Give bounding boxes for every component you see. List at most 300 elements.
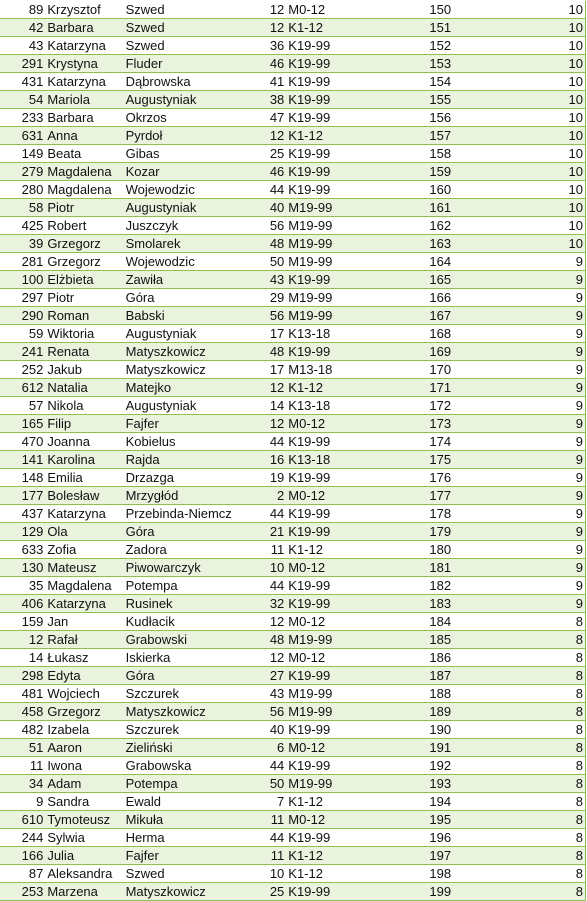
place-cell: 183: [383, 595, 453, 613]
points-cell: 10: [453, 199, 585, 217]
table-row: [0, 1, 586, 19]
place-cell: 176: [383, 469, 453, 487]
category-cell: K19-99: [286, 271, 383, 289]
category-cell: M0-12: [286, 613, 383, 631]
age-cell: 47: [262, 109, 287, 127]
age-cell: 2: [262, 487, 287, 505]
start-number-cell: 241: [0, 343, 45, 361]
place-cell: 195: [383, 811, 453, 829]
start-number-cell: 458: [0, 703, 45, 721]
last-name-cell: Babski: [124, 307, 262, 325]
place-cell: 185: [383, 631, 453, 649]
place-cell: 165: [383, 271, 453, 289]
points-cell: 10: [453, 163, 585, 181]
age-cell: 46: [262, 55, 287, 73]
points-cell: 9: [453, 379, 585, 397]
table-row: [0, 793, 586, 811]
first-name-cell: Magdalena: [45, 577, 123, 595]
category-cell: K1-12: [286, 19, 383, 37]
first-name-cell: Sandra: [45, 793, 123, 811]
place-cell: 159: [383, 163, 453, 181]
age-cell: 7: [262, 793, 287, 811]
category-cell: K19-99: [286, 469, 383, 487]
table-row: [0, 613, 586, 631]
last-name-cell: Matyszkowicz: [124, 343, 262, 361]
last-name-cell: Dąbrowska: [124, 73, 262, 91]
place-cell: 156: [383, 109, 453, 127]
first-name-cell: Magdalena: [45, 163, 123, 181]
last-name-cell: Kobielus: [124, 433, 262, 451]
points-cell: 10: [453, 37, 585, 55]
start-number-cell: 42: [0, 19, 45, 37]
table-row: [0, 109, 586, 127]
first-name-cell: Katarzyna: [45, 37, 123, 55]
start-number-cell: 165: [0, 415, 45, 433]
points-cell: 10: [453, 73, 585, 91]
points-cell: 8: [453, 883, 585, 901]
place-cell: 172: [383, 397, 453, 415]
first-name-cell: Robert: [45, 217, 123, 235]
points-cell: 10: [453, 217, 585, 235]
points-cell: 9: [453, 559, 585, 577]
place-cell: 188: [383, 685, 453, 703]
table-row: [0, 379, 586, 397]
start-number-cell: 87: [0, 865, 45, 883]
place-cell: 158: [383, 145, 453, 163]
age-cell: 56: [262, 703, 287, 721]
category-cell: K1-12: [286, 127, 383, 145]
place-cell: 194: [383, 793, 453, 811]
last-name-cell: Kozar: [124, 163, 262, 181]
table-row: [0, 595, 586, 613]
first-name-cell: Wojciech: [45, 685, 123, 703]
points-cell: 9: [453, 595, 585, 613]
start-number-cell: 59: [0, 325, 45, 343]
last-name-cell: Augustyniak: [124, 199, 262, 217]
last-name-cell: Iskierka: [124, 649, 262, 667]
points-cell: 9: [453, 541, 585, 559]
category-cell: M19-99: [286, 631, 383, 649]
age-cell: 50: [262, 253, 287, 271]
category-cell: K19-99: [286, 73, 383, 91]
table-row: [0, 163, 586, 181]
place-cell: 196: [383, 829, 453, 847]
points-cell: 8: [453, 667, 585, 685]
start-number-cell: 166: [0, 847, 45, 865]
age-cell: 12: [262, 649, 287, 667]
last-name-cell: Matyszkowicz: [124, 703, 262, 721]
place-cell: 199: [383, 883, 453, 901]
last-name-cell: Matyszkowicz: [124, 361, 262, 379]
points-cell: 8: [453, 757, 585, 775]
table-row: [0, 811, 586, 829]
table-row: [0, 631, 586, 649]
table-row: [0, 685, 586, 703]
last-name-cell: Gibas: [124, 145, 262, 163]
age-cell: 10: [262, 559, 287, 577]
category-cell: K1-12: [286, 847, 383, 865]
points-cell: 9: [453, 433, 585, 451]
first-name-cell: Mariola: [45, 91, 123, 109]
age-cell: 50: [262, 775, 287, 793]
first-name-cell: Emilia: [45, 469, 123, 487]
age-cell: 27: [262, 667, 287, 685]
last-name-cell: Fajfer: [124, 847, 262, 865]
category-cell: K19-99: [286, 37, 383, 55]
age-cell: 32: [262, 595, 287, 613]
table-row: [0, 703, 586, 721]
last-name-cell: Zawiła: [124, 271, 262, 289]
table-row: [0, 181, 586, 199]
start-number-cell: 252: [0, 361, 45, 379]
last-name-cell: Rusinek: [124, 595, 262, 613]
points-cell: 10: [453, 235, 585, 253]
place-cell: 160: [383, 181, 453, 199]
place-cell: 154: [383, 73, 453, 91]
place-cell: 180: [383, 541, 453, 559]
first-name-cell: Barbara: [45, 109, 123, 127]
last-name-cell: Piwowarczyk: [124, 559, 262, 577]
age-cell: 56: [262, 217, 287, 235]
first-name-cell: Mateusz: [45, 559, 123, 577]
age-cell: 43: [262, 271, 287, 289]
age-cell: 19: [262, 469, 287, 487]
last-name-cell: Góra: [124, 667, 262, 685]
category-cell: M0-12: [286, 415, 383, 433]
category-cell: K19-99: [286, 721, 383, 739]
start-number-cell: 35: [0, 577, 45, 595]
table-row: [0, 289, 586, 307]
table-row: [0, 325, 586, 343]
age-cell: 56: [262, 307, 287, 325]
table-row: [0, 775, 586, 793]
place-cell: 171: [383, 379, 453, 397]
first-name-cell: Jakub: [45, 361, 123, 379]
table-row: [0, 487, 586, 505]
place-cell: 181: [383, 559, 453, 577]
place-cell: 187: [383, 667, 453, 685]
category-cell: K19-99: [286, 55, 383, 73]
points-cell: 9: [453, 523, 585, 541]
table-row: [0, 649, 586, 667]
start-number-cell: 57: [0, 397, 45, 415]
place-cell: 173: [383, 415, 453, 433]
age-cell: 36: [262, 37, 287, 55]
points-cell: 10: [453, 181, 585, 199]
table-row: [0, 145, 586, 163]
first-name-cell: Nikola: [45, 397, 123, 415]
last-name-cell: Augustyniak: [124, 325, 262, 343]
start-number-cell: 89: [0, 1, 45, 19]
category-cell: K1-12: [286, 541, 383, 559]
first-name-cell: Barbara: [45, 19, 123, 37]
category-cell: M0-12: [286, 559, 383, 577]
age-cell: 41: [262, 73, 287, 91]
table-row: [0, 523, 586, 541]
last-name-cell: Góra: [124, 289, 262, 307]
points-cell: 8: [453, 865, 585, 883]
first-name-cell: Iwona: [45, 757, 123, 775]
place-cell: 152: [383, 37, 453, 55]
age-cell: 48: [262, 631, 287, 649]
start-number-cell: 253: [0, 883, 45, 901]
age-cell: 17: [262, 325, 287, 343]
first-name-cell: Beata: [45, 145, 123, 163]
place-cell: 186: [383, 649, 453, 667]
first-name-cell: Tymoteusz: [45, 811, 123, 829]
age-cell: 25: [262, 883, 287, 901]
age-cell: 21: [262, 523, 287, 541]
first-name-cell: Wiktoria: [45, 325, 123, 343]
points-cell: 8: [453, 739, 585, 757]
category-cell: K19-99: [286, 829, 383, 847]
last-name-cell: Rajda: [124, 451, 262, 469]
table-row: [0, 271, 586, 289]
first-name-cell: Julia: [45, 847, 123, 865]
table-row: [0, 757, 586, 775]
last-name-cell: Augustyniak: [124, 397, 262, 415]
start-number-cell: 130: [0, 559, 45, 577]
results-table-body: [0, 1, 586, 901]
age-cell: 29: [262, 289, 287, 307]
category-cell: M0-12: [286, 811, 383, 829]
points-cell: 8: [453, 829, 585, 847]
points-cell: 9: [453, 397, 585, 415]
last-name-cell: Góra: [124, 523, 262, 541]
place-cell: 168: [383, 325, 453, 343]
last-name-cell: Potempa: [124, 775, 262, 793]
place-cell: 174: [383, 433, 453, 451]
age-cell: 12: [262, 415, 287, 433]
start-number-cell: 51: [0, 739, 45, 757]
first-name-cell: Piotr: [45, 289, 123, 307]
start-number-cell: 291: [0, 55, 45, 73]
points-cell: 9: [453, 289, 585, 307]
age-cell: 12: [262, 1, 287, 19]
start-number-cell: 244: [0, 829, 45, 847]
start-number-cell: 54: [0, 91, 45, 109]
start-number-cell: 43: [0, 37, 45, 55]
last-name-cell: Fajfer: [124, 415, 262, 433]
category-cell: K19-99: [286, 667, 383, 685]
points-cell: 9: [453, 325, 585, 343]
place-cell: 161: [383, 199, 453, 217]
place-cell: 170: [383, 361, 453, 379]
age-cell: 11: [262, 811, 287, 829]
category-cell: M19-99: [286, 307, 383, 325]
table-row: [0, 829, 586, 847]
points-cell: 9: [453, 415, 585, 433]
last-name-cell: Ewald: [124, 793, 262, 811]
start-number-cell: 281: [0, 253, 45, 271]
start-number-cell: 148: [0, 469, 45, 487]
table-row: [0, 505, 586, 523]
place-cell: 150: [383, 1, 453, 19]
points-cell: 9: [453, 361, 585, 379]
place-cell: 189: [383, 703, 453, 721]
table-row: [0, 253, 586, 271]
table-row: [0, 361, 586, 379]
points-cell: 10: [453, 109, 585, 127]
age-cell: 10: [262, 865, 287, 883]
category-cell: K19-99: [286, 505, 383, 523]
age-cell: 14: [262, 397, 287, 415]
last-name-cell: Okrzos: [124, 109, 262, 127]
start-number-cell: 297: [0, 289, 45, 307]
age-cell: 38: [262, 91, 287, 109]
place-cell: 193: [383, 775, 453, 793]
points-cell: 10: [453, 1, 585, 19]
points-cell: 10: [453, 19, 585, 37]
first-name-cell: Sylwia: [45, 829, 123, 847]
table-row: [0, 199, 586, 217]
last-name-cell: Szwed: [124, 37, 262, 55]
category-cell: K19-99: [286, 883, 383, 901]
first-name-cell: Rafał: [45, 631, 123, 649]
age-cell: 17: [262, 361, 287, 379]
last-name-cell: Szwed: [124, 19, 262, 37]
place-cell: 184: [383, 613, 453, 631]
table-row: [0, 451, 586, 469]
age-cell: 16: [262, 451, 287, 469]
start-number-cell: 280: [0, 181, 45, 199]
last-name-cell: Wojewodzic: [124, 253, 262, 271]
age-cell: 40: [262, 721, 287, 739]
points-cell: 9: [453, 253, 585, 271]
last-name-cell: Matejko: [124, 379, 262, 397]
category-cell: M19-99: [286, 775, 383, 793]
place-cell: 198: [383, 865, 453, 883]
place-cell: 155: [383, 91, 453, 109]
age-cell: 11: [262, 541, 287, 559]
start-number-cell: 177: [0, 487, 45, 505]
start-number-cell: 11: [0, 757, 45, 775]
start-number-cell: 129: [0, 523, 45, 541]
place-cell: 175: [383, 451, 453, 469]
age-cell: 44: [262, 829, 287, 847]
table-row: [0, 397, 586, 415]
last-name-cell: Szczurek: [124, 685, 262, 703]
age-cell: 44: [262, 505, 287, 523]
place-cell: 190: [383, 721, 453, 739]
points-cell: 9: [453, 505, 585, 523]
first-name-cell: Zofia: [45, 541, 123, 559]
start-number-cell: 14: [0, 649, 45, 667]
first-name-cell: Magdalena: [45, 181, 123, 199]
category-cell: K19-99: [286, 577, 383, 595]
age-cell: 46: [262, 163, 287, 181]
first-name-cell: Jan: [45, 613, 123, 631]
place-cell: 166: [383, 289, 453, 307]
category-cell: K19-99: [286, 109, 383, 127]
category-cell: K13-18: [286, 325, 383, 343]
category-cell: M19-99: [286, 685, 383, 703]
table-row: [0, 217, 586, 235]
points-cell: 9: [453, 271, 585, 289]
start-number-cell: 612: [0, 379, 45, 397]
category-cell: M0-12: [286, 487, 383, 505]
points-cell: 8: [453, 847, 585, 865]
age-cell: 44: [262, 181, 287, 199]
table-row: [0, 55, 586, 73]
place-cell: 157: [383, 127, 453, 145]
points-cell: 9: [453, 307, 585, 325]
first-name-cell: Grzegorz: [45, 253, 123, 271]
first-name-cell: Ola: [45, 523, 123, 541]
last-name-cell: Herma: [124, 829, 262, 847]
last-name-cell: Fluder: [124, 55, 262, 73]
start-number-cell: 12: [0, 631, 45, 649]
last-name-cell: Mrzygłód: [124, 487, 262, 505]
last-name-cell: Potempa: [124, 577, 262, 595]
first-name-cell: Roman: [45, 307, 123, 325]
points-cell: 8: [453, 685, 585, 703]
last-name-cell: Grabowska: [124, 757, 262, 775]
table-row: [0, 469, 586, 487]
table-row: [0, 883, 586, 901]
category-cell: M19-99: [286, 217, 383, 235]
table-row: [0, 307, 586, 325]
start-number-cell: 482: [0, 721, 45, 739]
category-cell: K1-12: [286, 379, 383, 397]
start-number-cell: 298: [0, 667, 45, 685]
start-number-cell: 406: [0, 595, 45, 613]
category-cell: K19-99: [286, 433, 383, 451]
start-number-cell: 631: [0, 127, 45, 145]
points-cell: 8: [453, 721, 585, 739]
points-cell: 10: [453, 127, 585, 145]
start-number-cell: 34: [0, 775, 45, 793]
last-name-cell: Grabowski: [124, 631, 262, 649]
points-cell: 8: [453, 703, 585, 721]
last-name-cell: Kudłacik: [124, 613, 262, 631]
place-cell: 169: [383, 343, 453, 361]
place-cell: 191: [383, 739, 453, 757]
age-cell: 48: [262, 343, 287, 361]
last-name-cell: Szczurek: [124, 721, 262, 739]
age-cell: 6: [262, 739, 287, 757]
first-name-cell: Natalia: [45, 379, 123, 397]
first-name-cell: Grzegorz: [45, 703, 123, 721]
place-cell: 163: [383, 235, 453, 253]
start-number-cell: 141: [0, 451, 45, 469]
age-cell: 25: [262, 145, 287, 163]
place-cell: 179: [383, 523, 453, 541]
category-cell: K19-99: [286, 145, 383, 163]
age-cell: 48: [262, 235, 287, 253]
age-cell: 12: [262, 19, 287, 37]
points-cell: 9: [453, 487, 585, 505]
category-cell: M19-99: [286, 235, 383, 253]
age-cell: 12: [262, 127, 287, 145]
table-row: [0, 235, 586, 253]
place-cell: 167: [383, 307, 453, 325]
place-cell: 153: [383, 55, 453, 73]
table-row: [0, 847, 586, 865]
category-cell: M19-99: [286, 703, 383, 721]
category-cell: K19-99: [286, 523, 383, 541]
first-name-cell: Bolesław: [45, 487, 123, 505]
table-row: [0, 865, 586, 883]
start-number-cell: 470: [0, 433, 45, 451]
age-cell: 44: [262, 577, 287, 595]
place-cell: 164: [383, 253, 453, 271]
category-cell: K13-18: [286, 451, 383, 469]
start-number-cell: 290: [0, 307, 45, 325]
start-number-cell: 425: [0, 217, 45, 235]
start-number-cell: 431: [0, 73, 45, 91]
first-name-cell: Łukasz: [45, 649, 123, 667]
